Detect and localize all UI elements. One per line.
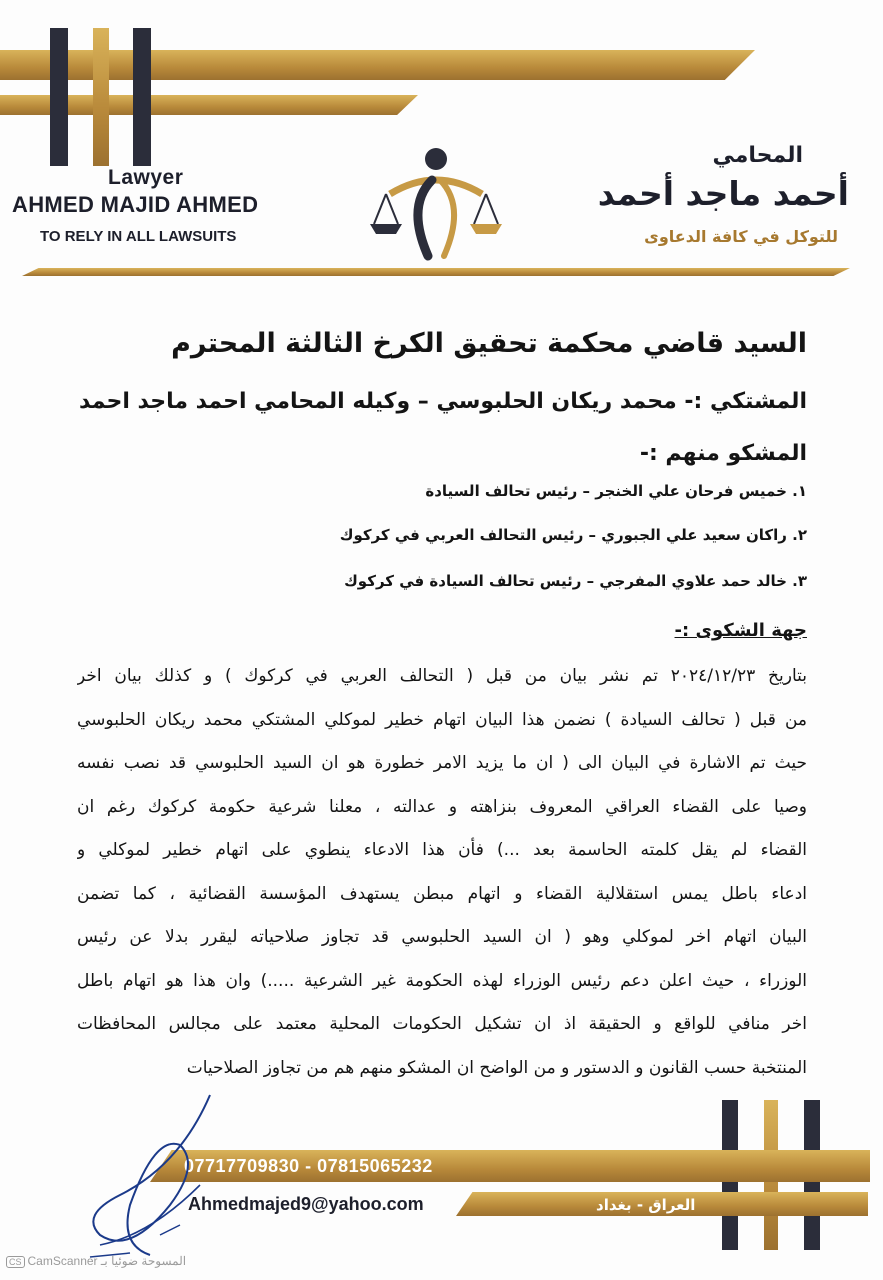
body-line-10: المنتخبة حسب القانون و الدستور و من الواضح ان المشكو منهم هم من تجاوز الصلاحيات [186,1057,807,1078]
city-label: العراق - بغداد [596,1196,696,1214]
scales-of-justice-logo [366,146,502,264]
body-line-1: بتاريخ ٢٠٢٤/١٢/٢٣ تم نشر بيان من قبل ( التحالف العربي في كركوك ) و كذلك بيان اخر [77,666,807,686]
body-line-7: البيان اتهام اخر لموكلي وهو ( ان السيد الحلبوسي قد تجاوز صلاحياته ليقرر بدلا عن رئيس [77,927,807,947]
accused-heading: المشكو منهم :- [639,441,807,466]
scanner-watermark-text: CamScanner المسوحة ضوئيا بـ [27,1254,187,1268]
lawyer-tagline-ar: للتوكل في كافة الدعاوى [644,227,838,246]
lawyer-name-en: AHMED MAJID AHMED [12,192,259,217]
header-dark-bar-2 [133,28,151,166]
letter-addressee: السيد قاضي محكمة تحقيق الكرخ الثالثة المحترم [171,328,807,359]
handwritten-signature [60,1085,280,1265]
scanner-watermark [6,1254,186,1268]
accused-item-1: ١. خميس فرحان علي الخنجر – رئيس تحالف السيادة [425,482,807,500]
complainant-line: المشتكي :- محمد ريكان الحلبوسي – وكيله المحامي احمد ماجد احمد [79,389,807,414]
lawyer-title-en: Lawyer [108,166,184,189]
body-line-3: حيث تم الاشارة في البيان الى ( ان ما يزيد الامر خطورة هو ان السيد الحلبوسي قد نصب نفسه [77,753,807,773]
header-gold-stripe-top [0,50,755,80]
body-line-6: ادعاء باطل يمس استقلالية القضاء و اتهام مبطن يستهدف المؤسسة القضائية ، كما تضمن [77,883,807,904]
lawyer-tagline-en: TO RELY IN ALL LAWSUITS [40,228,237,245]
lawyer-title-ar: المحامي [712,143,803,168]
complaint-body [77,655,807,1090]
complaint-heading: جهة الشكوى :- [674,620,807,641]
header-dark-bar-1 [50,28,68,166]
camscanner-icon: CS [6,1256,25,1268]
body-line-2: من قبل ( تحالف السيادة ) نضمن هذا البيان اتهام خطير لموكلي المشتكي محمد ريكان الحلبوسي [77,709,807,730]
body-line-9: اخر منافي للواقع و الحقيقة اذ ان تشكيل الحكومات المحلية معتمد على مجالس المحافظات [77,1014,807,1034]
body-line-4: وصيا على القضاء العراقي المعروف بنزاهته و عدالته ، معلنا شرعية حكومة كركوك رغم ان [77,796,807,817]
header-gold-bar-1 [93,28,109,166]
phone-numbers: 07717709830 - 07815065232 [184,1156,433,1176]
accused-item-3: ٣. خالد حمد علاوي المفرجي – رئيس تحالف السيادة في كركوك [344,572,807,590]
body-line-8: الوزراء ، حيث اعلن دعم رئيس الوزراء لهذه الحكومة غير الشرعية .....) وان هذا هو اتهام باطل [77,970,807,991]
accused-item-2: ٢. راكان سعيد علي الجبوري – رئيس التحالف العربي في كركوك [339,526,807,544]
body-line-5: القضاء لم يقل كلمته الحاسمة بعد ...) فأن هذا الادعاء ينطوي على اتهام خطير لموكلي و [77,840,807,860]
header-gold-rule [22,268,850,276]
email-address: Ahmedmajed9@yahoo.com [188,1194,424,1214]
lawyer-name-ar: أحمد ماجد أحمد [597,174,849,213]
